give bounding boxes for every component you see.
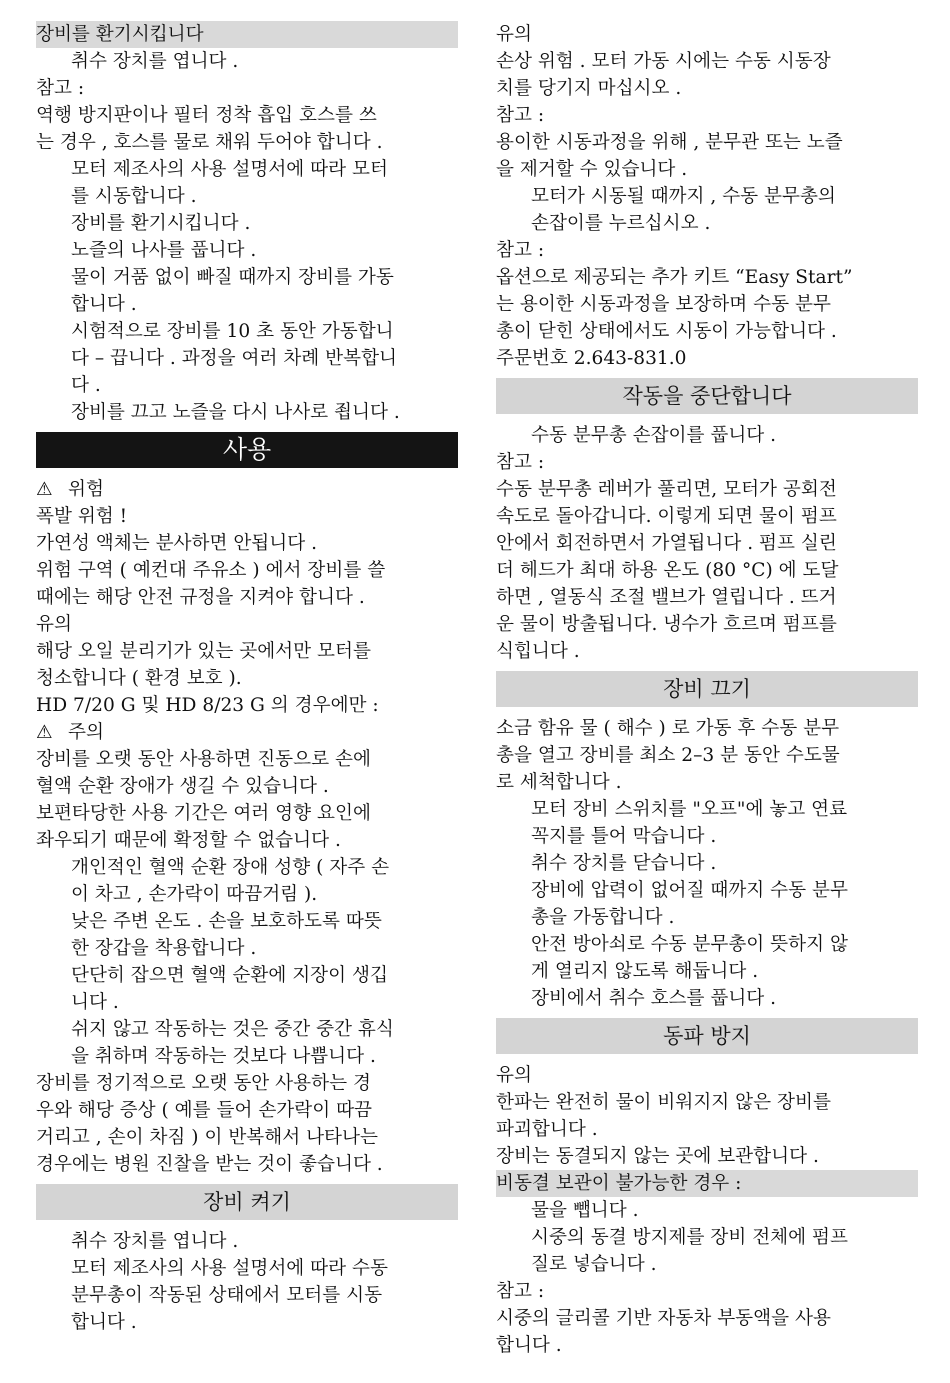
left-column xyxy=(36,21,458,1336)
step-open-water-supply: 취수 장치를 엽니다 . xyxy=(71,51,239,72)
step-text: 장비를 끄고 노즐을 다시 나사로 죕니다 . xyxy=(71,402,400,423)
section-heading-switch-on: 장비 켜기 xyxy=(36,1184,458,1220)
step-text: 분무총이 작동된 상태에서 모터를 시동 xyxy=(71,1285,383,1306)
note-label: 참고 : xyxy=(36,78,85,99)
factor-text: 단단히 잡으면 혈액 순환에 지장이 생깁 xyxy=(71,965,388,986)
note-text: 옵션으로 제공되는 추가 키트 “Easy Start” xyxy=(496,267,853,288)
danger-label: 위험 xyxy=(68,479,104,500)
step-text: 총을 가동합니다 . xyxy=(531,907,675,928)
warning-triangle-icon: ⚠ xyxy=(36,722,53,743)
step-text: 꼭지를 틀어 막습니다 . xyxy=(531,826,717,847)
note-text: 안에서 회전하면서 가열됩니다 . 펌프 실린 xyxy=(496,533,837,554)
danger-line xyxy=(36,476,458,503)
step-text: 시중의 동결 방지제를 장비 전체에 펌프 xyxy=(531,1227,848,1248)
body-text: 소금 함유 물 ( 해수 ) 로 가동 후 수동 분무 xyxy=(496,718,840,739)
step-text: 질로 넣습니다 . xyxy=(531,1254,657,1275)
body-text: 로 세척합니다 . xyxy=(496,772,622,793)
note-text: 식힙니다 . xyxy=(496,641,580,662)
step-text: 를 시동합니다 . xyxy=(71,186,197,207)
step-text: 다 . xyxy=(71,375,101,396)
notice-text: 치를 당기지 마십시오 . xyxy=(496,78,682,99)
caution-line xyxy=(36,719,458,746)
step-text: 합니다 . xyxy=(71,294,137,315)
body-text: 총을 열고 장비를 최소 2–3 분 동안 수도물 xyxy=(496,745,840,766)
note-text: 는 경우 , 호스를 물로 채워 두어야 합니다 . xyxy=(36,132,383,153)
notice-text: 파괴합니다 . xyxy=(496,1119,598,1140)
model-note: HD 7/20 G 및 HD 8/23 G 의 경우에만 : xyxy=(36,695,379,716)
step-text: 게 열리지 않도록 해둡니다 . xyxy=(531,961,759,982)
note-text: 용이한 시동과정을 위해 , 분무관 또는 노즐 xyxy=(496,132,843,153)
step-text: 시험적으로 장비를 10 초 동안 가동합니 xyxy=(71,321,394,342)
notice-text: 해당 오일 분리기가 있는 곳에서만 모터를 xyxy=(36,641,371,662)
note-text: 을 제거할 수 있습니다 . xyxy=(496,159,688,180)
step-text: 모터 장비 스위치를 "오프"에 놓고 연료 xyxy=(531,799,848,820)
caution-label: 주의 xyxy=(68,722,104,743)
notice-text: 손상 위험 . 모터 가동 시에는 수동 시동장 xyxy=(496,51,831,72)
step-text: 모터 제조사의 사용 설명서에 따라 수동 xyxy=(71,1258,388,1279)
danger-text: 가연성 액체는 분사하면 안됩니다 . xyxy=(36,533,318,554)
factor-text: 니다 . xyxy=(71,992,119,1013)
notice-text: 한파는 완전히 물이 비워지지 않은 장비를 xyxy=(496,1092,831,1113)
section-heading-interrupt: 작동을 중단합니다 xyxy=(496,378,918,414)
caution-text: 혈액 순환 장애가 생길 수 있습니다 . xyxy=(36,776,329,797)
factor-text: 이 차고 , 손가락이 따끔거림 ). xyxy=(71,884,318,905)
notice-label: 유의 xyxy=(496,1065,532,1086)
step-text: 물을 뺍니다 . xyxy=(531,1200,639,1221)
note-text: 총이 닫힌 상태에서도 시동이 가능합니다 . xyxy=(496,321,837,342)
ventilate-subheading: 장비를 환기시킵니다 xyxy=(36,21,458,48)
factor-text: 쉬지 않고 작동하는 것은 중간 중간 휴식 xyxy=(71,1019,394,1040)
order-number: 주문번호 2.643-831.0 xyxy=(496,348,687,369)
step-text: 모터 제조사의 사용 설명서에 따라 모터 xyxy=(71,159,388,180)
advice-text: 우와 해당 증상 ( 예를 들어 손가락이 따끔 xyxy=(36,1100,373,1121)
note-text: 더 헤드가 최대 하용 온도 (80 °C) 에 도달 xyxy=(496,560,839,581)
note-label: 참고 : xyxy=(496,1281,545,1302)
note-label: 참고 : xyxy=(496,452,545,473)
notice-label: 유의 xyxy=(36,614,72,635)
note-text: 는 용이한 시동과정을 보장하며 수동 분무 xyxy=(496,294,831,315)
advice-text: 장비를 정기적으로 오랫 동안 사용하는 경 xyxy=(36,1073,371,1094)
note-text: 역행 방지판이나 필터 정착 흡입 호스를 쓰 xyxy=(36,105,377,126)
notice-text: 청소합니다 ( 환경 보호 ). xyxy=(36,668,242,689)
step-text: 장비에서 취수 호스를 풉니다 . xyxy=(531,988,777,1009)
notice-text: 장비는 동결되지 않는 곳에 보관합니다 . xyxy=(496,1146,819,1167)
note-label: 참고 : xyxy=(496,240,545,261)
step-text: 장비를 환기시킵니다 . xyxy=(71,213,251,234)
danger-text: 위험 구역 ( 예컨대 주유소 ) 에서 장비를 쓸 xyxy=(36,560,386,581)
caution-text: 장비를 오랫 동안 사용하면 진동으로 손에 xyxy=(36,749,371,770)
factor-text: 한 장갑을 착용합니다 . xyxy=(71,938,257,959)
caution-text: 좌우되기 때문에 확정할 수 없습니다 . xyxy=(36,830,341,851)
note-text: 시중의 글리콜 기반 자동차 부동액을 사용 xyxy=(496,1308,831,1329)
note-text: 수동 분무총 레버가 풀리면, 모터가 공회전 xyxy=(496,479,837,500)
section-heading-frost-protection: 동파 방지 xyxy=(496,1018,918,1054)
step-text: 다 – 끕니다 . 과정을 여러 차례 반복합니 xyxy=(71,348,398,369)
danger-text: 때에는 해당 안전 규정을 지켜야 합니다 . xyxy=(36,587,365,608)
step-text: 손잡이를 누르십시오 . xyxy=(531,213,711,234)
advice-text: 경우에는 병원 진찰을 받는 것이 좋습니다 . xyxy=(36,1154,383,1175)
step-text: 취수 장치를 엽니다 . xyxy=(71,1231,239,1252)
step-text: 합니다 . xyxy=(71,1312,137,1333)
step-text: 취수 장치를 닫습니다 . xyxy=(531,853,717,874)
note-label: 참고 : xyxy=(496,105,545,126)
note-text: 합니다 . xyxy=(496,1335,562,1356)
factor-text: 개인적인 혈액 순환 장애 성향 ( 자주 손 xyxy=(71,857,390,878)
frost-subheading: 비동결 보관이 불가능한 경우 : xyxy=(496,1170,918,1197)
advice-text: 거리고 , 손이 차짐 ) 이 반복해서 나타나는 xyxy=(36,1127,378,1148)
notice-label: 유의 xyxy=(496,24,532,45)
step-text: 장비에 압력이 없어질 때까지 수동 분무 xyxy=(531,880,848,901)
caution-text: 보편타당한 사용 기간은 여러 영향 요인에 xyxy=(36,803,371,824)
warning-triangle-icon: ⚠ xyxy=(36,479,53,500)
step-text: 물이 거품 없이 빠질 때까지 장비를 가동 xyxy=(71,267,394,288)
step-text: 모터가 시동될 때까지 , 수동 분무총의 xyxy=(531,186,836,207)
danger-text: 폭발 위험 ! xyxy=(36,506,128,527)
right-column xyxy=(496,21,918,1359)
section-heading-switch-off: 장비 끄기 xyxy=(496,671,918,707)
step-text: 노즐의 나사를 풉니다 . xyxy=(71,240,257,261)
note-text: 하면 , 열동식 조절 밸브가 열립니다 . 뜨거 xyxy=(496,587,837,608)
section-heading-usage: 사용 xyxy=(36,432,458,468)
note-text: 속도로 돌아갑니다. 이렇게 되면 물이 펌프 xyxy=(496,506,837,527)
step-text: 수동 분무총 손잡이를 풉니다 . xyxy=(531,425,777,446)
factor-text: 낮은 주변 온도 . 손을 보호하도록 따뜻 xyxy=(71,911,382,932)
step-text: 안전 방아쇠로 수동 분무총이 뜻하지 않 xyxy=(531,934,848,955)
factor-text: 을 취하며 작동하는 것보다 나쁩니다 . xyxy=(71,1046,376,1067)
note-text: 운 물이 방출됩니다. 냉수가 흐르며 펌프를 xyxy=(496,614,837,635)
